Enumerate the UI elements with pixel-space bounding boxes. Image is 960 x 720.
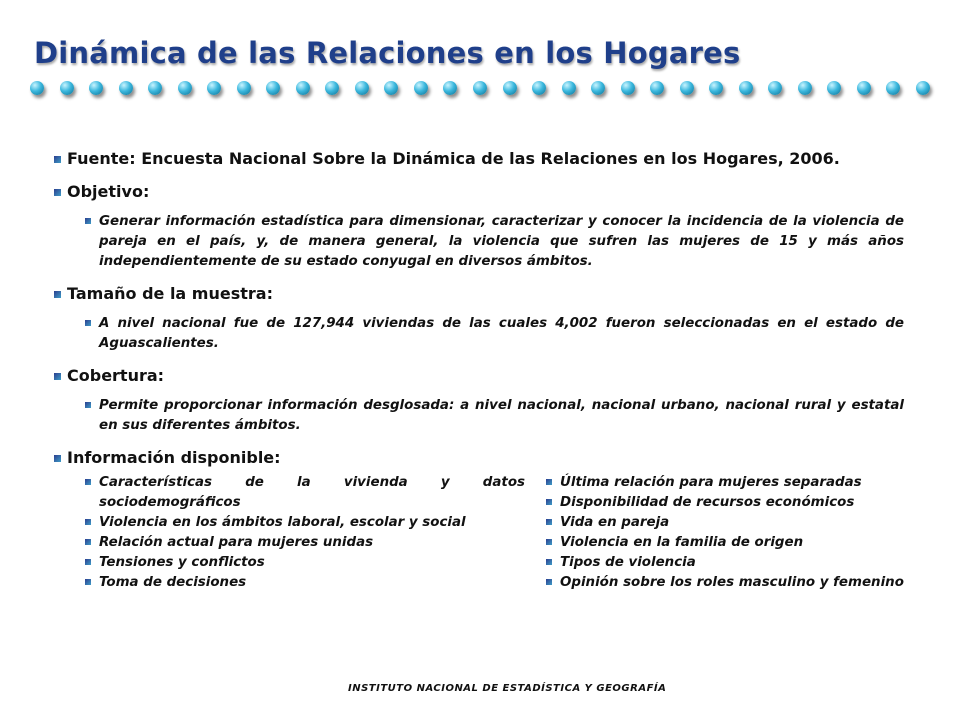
cobertura-item-text: Permite proporcionar información desglosada: a nivel nacional, nacional urbano, nacional rural y estatal en sus diferentes ámbitos. — [99, 398, 904, 433]
list-item — [85, 513, 525, 533]
decorative-dot-icon — [178, 81, 192, 95]
list-item-text: Violencia en la familia de origen — [560, 535, 804, 550]
slide-title: Dinámica de las Relaciones en los Hogares — [34, 36, 741, 70]
square-bullet-icon — [85, 539, 91, 545]
list-item-text: Vida en pareja — [560, 515, 670, 530]
list-item — [546, 513, 904, 533]
list-item-text: Características de la vivienda y datos sociodemográficos — [99, 475, 525, 510]
square-bullet-icon — [85, 559, 91, 565]
decorative-dot-icon — [89, 81, 103, 95]
fuente-text: Fuente: Encuesta Nacional Sobre la Dinámica de las Relaciones en los Hogares, 2006. — [67, 149, 840, 168]
square-bullet-icon — [85, 519, 91, 525]
decorative-dot-icon — [886, 81, 900, 95]
decorative-dot-icon — [266, 81, 280, 95]
muestra-item-text: A nivel nacional fue de 127,944 viviendas de las cuales 4,002 fueron seleccionadas en el estado de Aguascalientes. — [99, 316, 904, 351]
cobertura-item — [85, 396, 904, 436]
square-bullet-icon — [54, 291, 61, 298]
decorative-dot-icon — [237, 81, 251, 95]
list-item — [546, 473, 904, 493]
decorative-dot-icon — [296, 81, 310, 95]
square-bullet-icon — [546, 579, 552, 585]
informacion-heading — [54, 447, 904, 469]
informacion-right-column — [546, 473, 904, 593]
list-item-text: Opinión sobre los roles masculino y femenino — [560, 575, 904, 590]
square-bullet-icon — [546, 479, 552, 485]
square-bullet-icon — [85, 320, 91, 326]
decorative-dot-icon — [798, 81, 812, 95]
slide-content — [54, 148, 904, 593]
square-bullet-icon — [546, 539, 552, 545]
list-item-text: Toma de decisiones — [99, 575, 247, 590]
cobertura-heading-text: Cobertura: — [67, 366, 165, 385]
decorative-dot-row — [30, 79, 930, 97]
square-bullet-icon — [85, 479, 91, 485]
list-item — [85, 473, 525, 513]
list-item — [546, 553, 904, 573]
list-item — [85, 573, 525, 593]
informacion-columns — [54, 473, 904, 593]
footer-institution: INSTITUTO NACIONAL DE ESTADÍSTICA Y GEOGRAFÍA — [348, 683, 667, 694]
list-item-text: Última relación para mujeres separadas — [560, 475, 862, 490]
decorative-dot-icon — [621, 81, 635, 95]
list-item — [85, 533, 525, 553]
informacion-heading-text: Información disponible: — [67, 448, 281, 467]
muestra-item — [85, 314, 904, 354]
decorative-dot-icon — [532, 81, 546, 95]
objetivo-heading-text: Objetivo: — [67, 182, 150, 201]
list-item-text: Tensiones y conflictos — [99, 555, 265, 570]
list-item-text: Relación actual para mujeres unidas — [99, 535, 374, 550]
decorative-dot-icon — [473, 81, 487, 95]
list-item — [85, 553, 525, 573]
square-bullet-icon — [546, 499, 552, 505]
decorative-dot-icon — [60, 81, 74, 95]
objetivo-heading — [54, 181, 904, 203]
cobertura-heading — [54, 365, 904, 387]
list-item — [546, 493, 904, 513]
decorative-dot-icon — [414, 81, 428, 95]
square-bullet-icon — [546, 519, 552, 525]
fuente-bullet — [54, 148, 904, 170]
decorative-dot-icon — [325, 81, 339, 95]
decorative-dot-icon — [503, 81, 517, 95]
decorative-dot-icon — [857, 81, 871, 95]
list-item-text: Violencia en los ámbitos laboral, escolar y social — [99, 515, 466, 530]
decorative-dot-icon — [827, 81, 841, 95]
decorative-dot-icon — [148, 81, 162, 95]
decorative-dot-icon — [768, 81, 782, 95]
informacion-left-column — [85, 473, 525, 593]
list-item — [546, 573, 904, 593]
square-bullet-icon — [85, 402, 91, 408]
muestra-heading — [54, 283, 904, 305]
objetivo-item — [85, 212, 904, 272]
square-bullet-icon — [546, 559, 552, 565]
list-item-text: Disponibilidad de recursos económicos — [560, 495, 855, 510]
decorative-dot-icon — [443, 81, 457, 95]
square-bullet-icon — [85, 579, 91, 585]
list-item — [546, 533, 904, 553]
decorative-dot-icon — [30, 81, 44, 95]
square-bullet-icon — [54, 455, 61, 462]
list-item-text: Tipos de violencia — [560, 555, 696, 570]
decorative-dot-icon — [384, 81, 398, 95]
decorative-dot-icon — [591, 81, 605, 95]
decorative-dot-icon — [709, 81, 723, 95]
muestra-heading-text: Tamaño de la muestra: — [67, 284, 273, 303]
square-bullet-icon — [54, 156, 61, 163]
decorative-dot-icon — [207, 81, 221, 95]
decorative-dot-icon — [916, 81, 930, 95]
square-bullet-icon — [54, 189, 61, 196]
decorative-dot-icon — [355, 81, 369, 95]
square-bullet-icon — [54, 373, 61, 380]
objetivo-item-text: Generar información estadística para dimensionar, caracterizar y conocer la incidencia de la violencia de pareja en el país, y, de manera general, la violencia que sufren las mujeres de 15 y más años independientemente de su estado conyugal en diversos ámbitos. — [99, 214, 904, 269]
decorative-dot-icon — [650, 81, 664, 95]
decorative-dot-icon — [119, 81, 133, 95]
decorative-dot-icon — [562, 81, 576, 95]
decorative-dot-icon — [680, 81, 694, 95]
square-bullet-icon — [85, 218, 91, 224]
decorative-dot-icon — [739, 81, 753, 95]
